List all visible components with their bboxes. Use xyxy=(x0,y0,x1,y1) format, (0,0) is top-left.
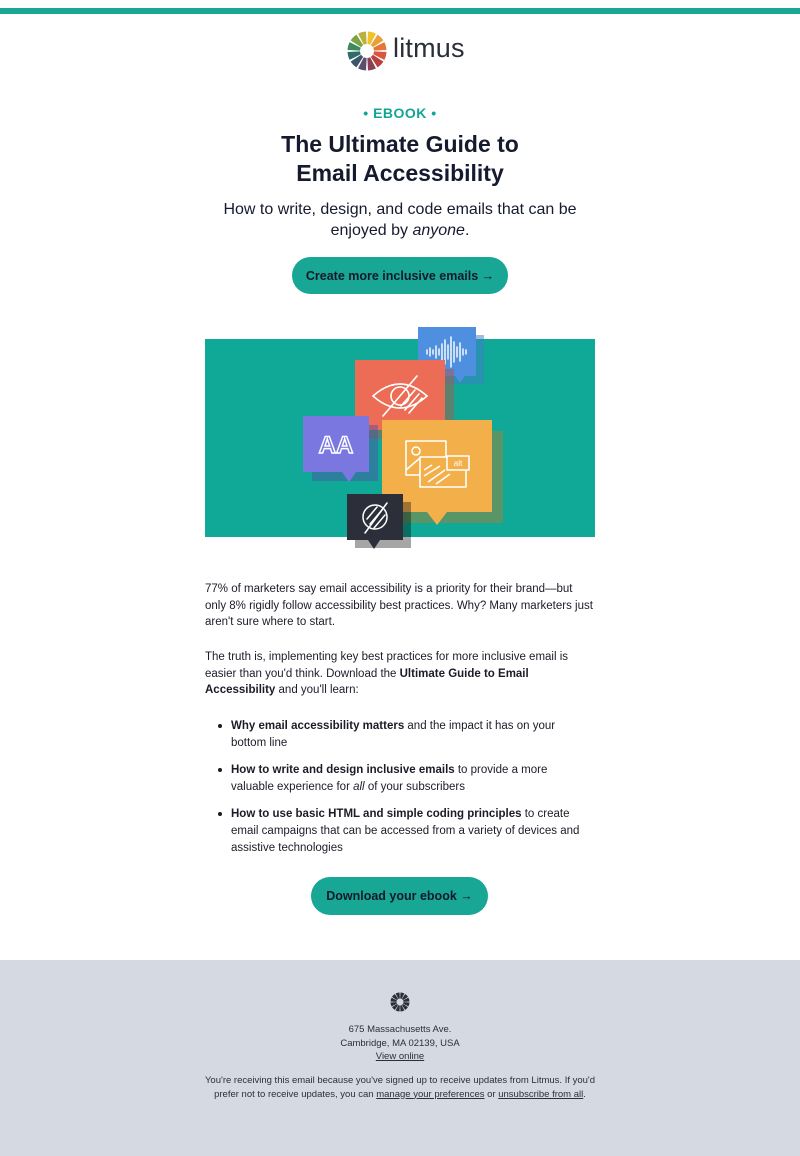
details-paragraph xyxy=(205,649,595,699)
details-text: The truth is, implementing key best practices for more inclusive email is easier than you'd think. Download the xyxy=(205,651,569,680)
footer xyxy=(0,960,800,1156)
manage-preferences-link[interactable]: manage your preferences xyxy=(376,1088,485,1100)
legal-notice xyxy=(200,1074,600,1101)
top-accent-bar xyxy=(0,8,800,14)
list-item xyxy=(231,806,591,856)
bullet-bold: How to use basic HTML and simple coding principles xyxy=(231,808,522,821)
benefits-list xyxy=(231,718,591,857)
intro-paragraph: 77% of marketers say email accessibility is a priority for their brand—but only 8% rigidly follow accessibility best practices. Why? Many marketers just aren't sure where to start. xyxy=(205,583,593,628)
litmus-wheel-icon xyxy=(347,31,387,71)
bullet-text: and the impact it has on your bottom line xyxy=(231,720,556,749)
subtitle xyxy=(210,199,590,241)
eyebrow-label: • EBOOK • xyxy=(363,105,437,121)
bullet-text: to provide a more valuable experience for xyxy=(231,764,548,793)
legal-text: You're receiving this email because you've signed up to receive updates from Litmus. If you'd prefer not to receive updates, you can xyxy=(204,1075,596,1100)
bullet-text-end: of your subscribers xyxy=(364,780,465,793)
page-title xyxy=(0,130,800,188)
legal-separator: or xyxy=(484,1088,499,1100)
bullet-bold: How to write and design inclusive emails xyxy=(231,764,455,777)
subtitle-text: How to write, design, and code emails that can be enjoyed by xyxy=(223,201,577,239)
alt-tag-label: alt xyxy=(453,459,463,468)
company-address xyxy=(0,1023,800,1064)
brand-name: litmus xyxy=(393,32,465,63)
text-icon-label: AA xyxy=(318,432,354,459)
address-line-2: Cambridge, MA 02139, USA xyxy=(340,1037,460,1049)
accessibility-illustration xyxy=(205,320,595,556)
list-item xyxy=(231,718,591,752)
title-line-1: The Ultimate Guide to xyxy=(281,131,519,157)
litmus-mark-icon xyxy=(390,992,410,1012)
bullet-emphasis: all xyxy=(353,780,365,793)
unsubscribe-link[interactable]: unsubscribe from all xyxy=(498,1088,584,1100)
text-size-icon xyxy=(303,416,378,482)
litmus-logo[interactable] xyxy=(347,30,465,72)
bullet-bold: Why email accessibility matters xyxy=(231,720,405,732)
subtitle-end: . xyxy=(464,222,470,239)
address-line-1: 675 Massachusetts Ave. xyxy=(348,1024,452,1035)
list-item xyxy=(231,762,591,796)
view-online-link[interactable]: View online xyxy=(375,1051,425,1062)
guide-title-bold: Ultimate Guide to Email Accessibility xyxy=(205,667,529,696)
download-ebook-button[interactable]: Download your ebook → xyxy=(311,877,488,915)
subtitle-emphasis: anyone xyxy=(412,222,465,239)
bullet-text: to create email campaigns that can be accessed from a variety of devices and assistive technologies xyxy=(231,808,580,854)
title-line-2: Email Accessibility xyxy=(296,160,504,186)
details-end: and you'll learn: xyxy=(275,684,359,696)
motion-off-icon xyxy=(347,494,411,549)
legal-end: . xyxy=(583,1088,586,1100)
create-inclusive-emails-button[interactable]: Create more inclusive emails → xyxy=(292,257,508,294)
